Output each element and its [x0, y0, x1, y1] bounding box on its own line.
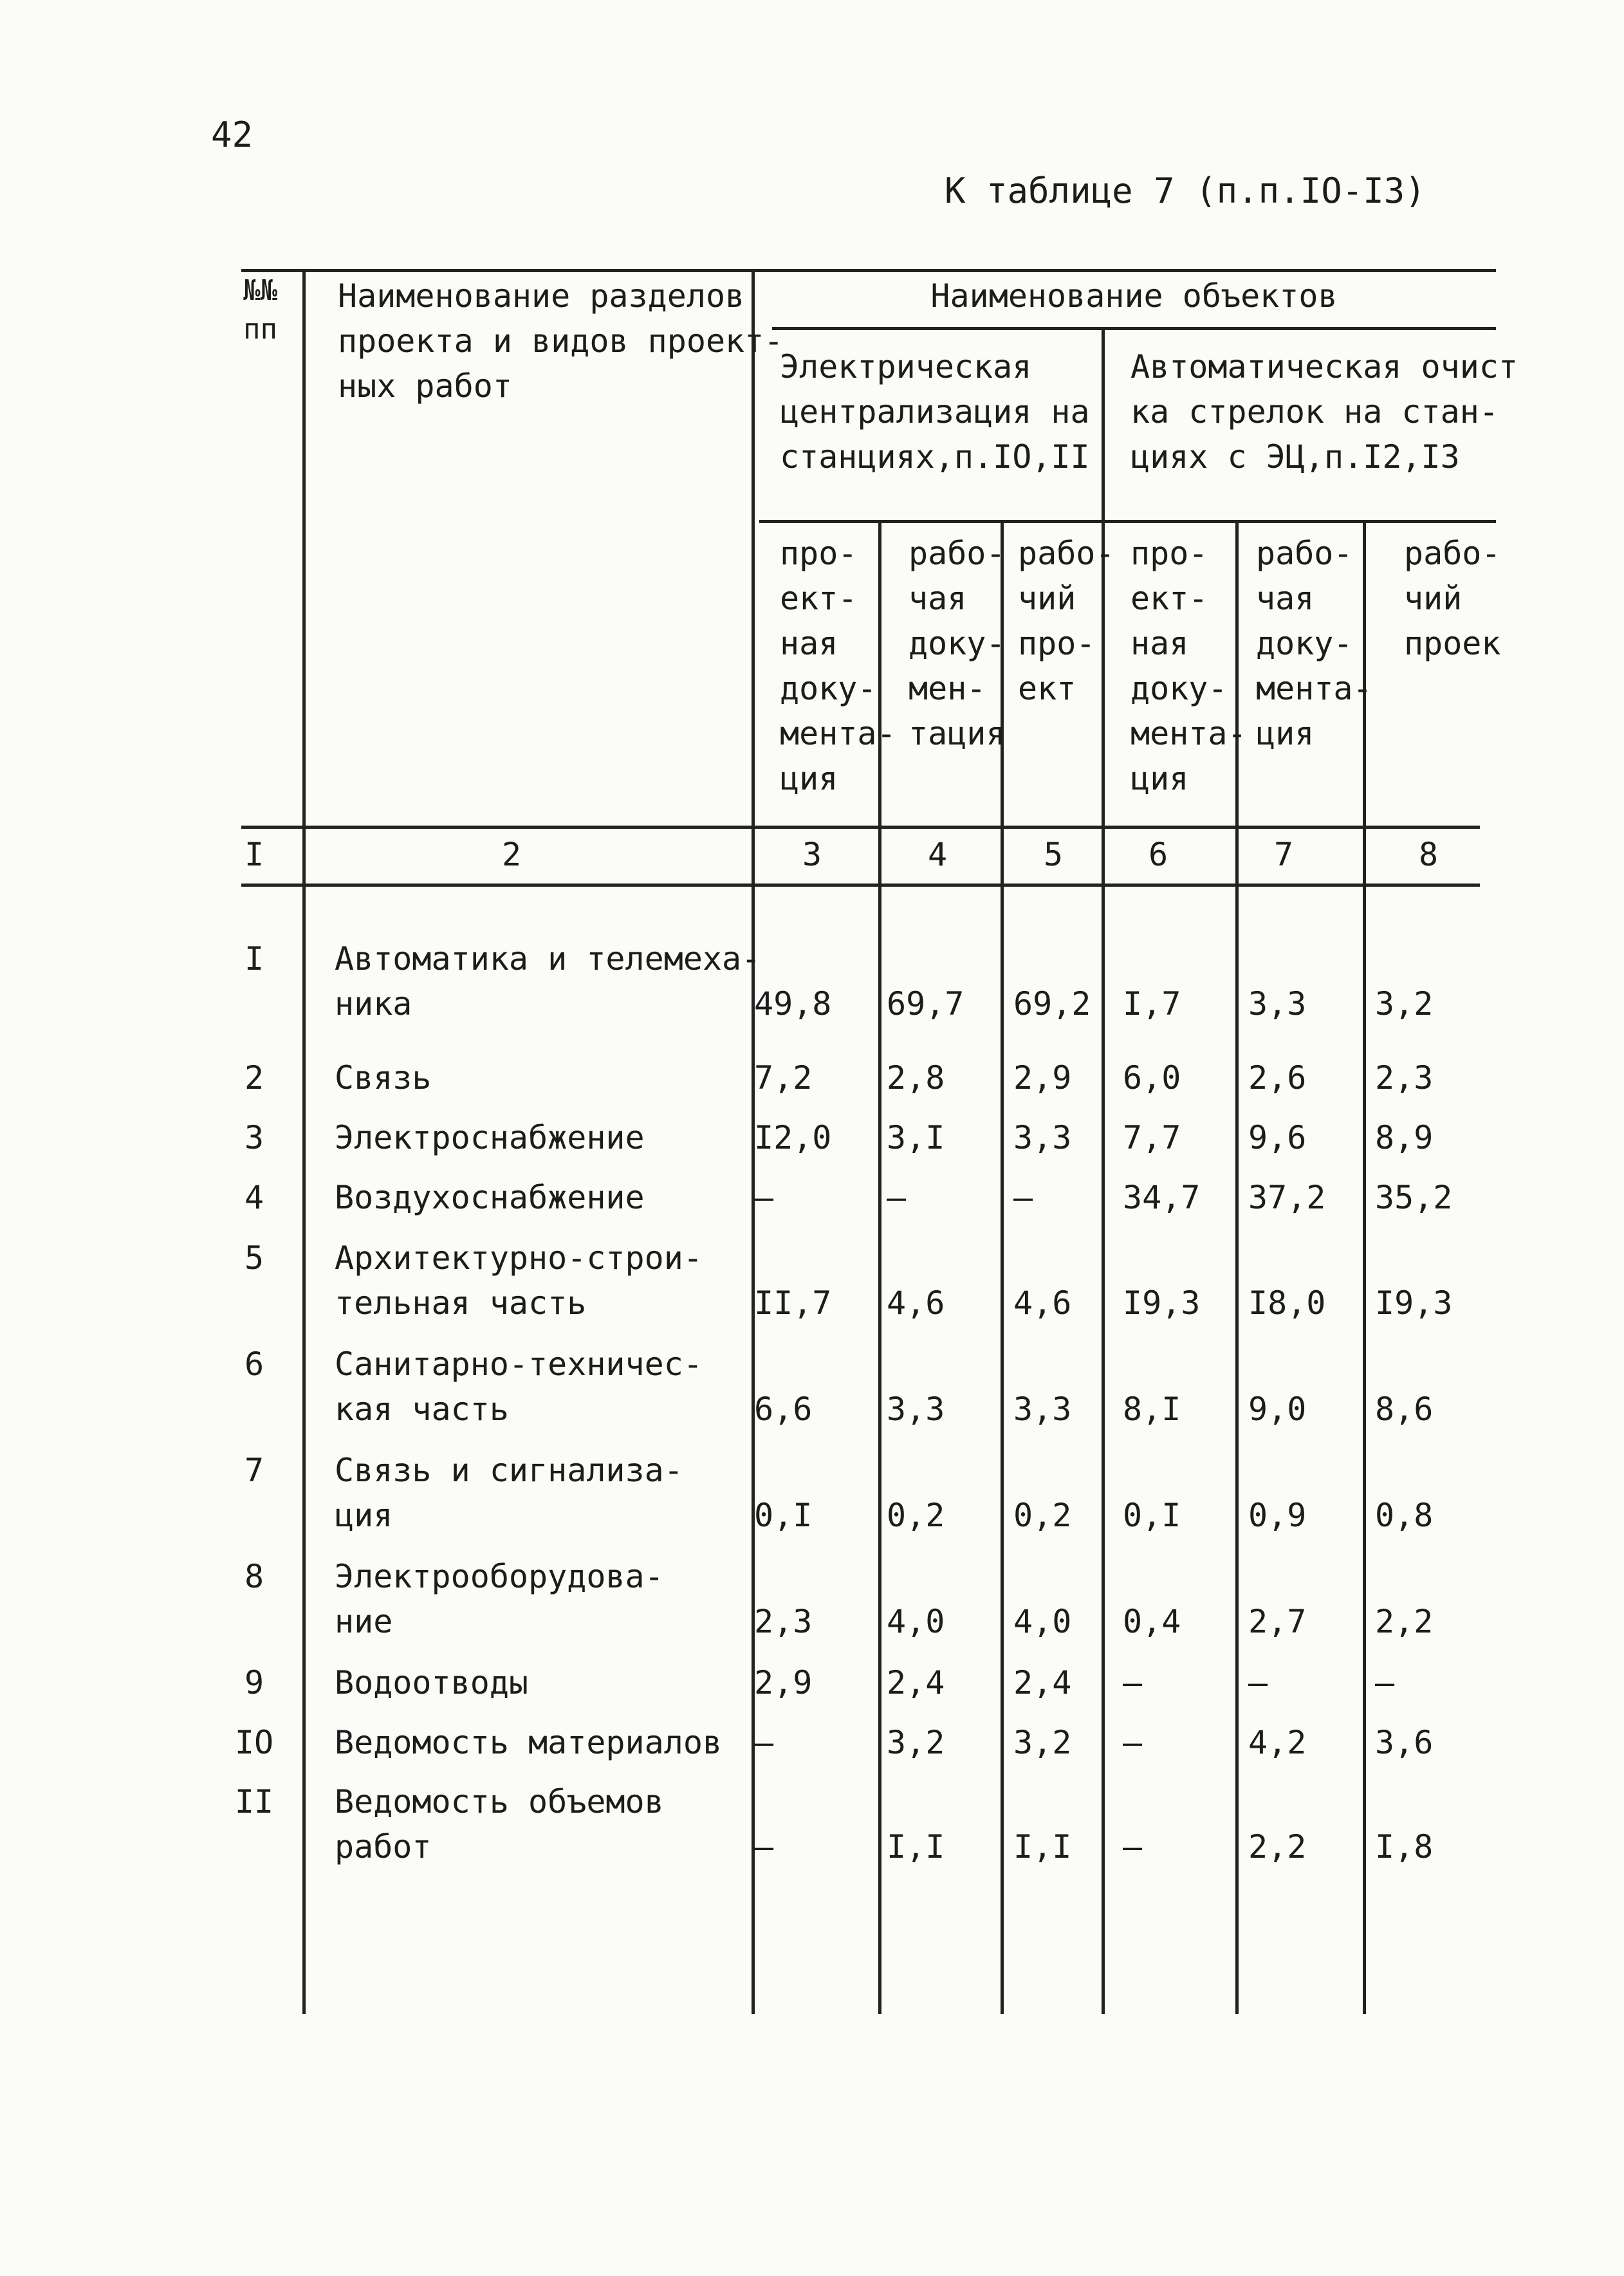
table-cell: 0,I [1123, 1497, 1181, 1534]
row-number: 4 [244, 1179, 264, 1216]
table-cell: 2,9 [754, 1664, 813, 1701]
table-cell: 3,2 [887, 1724, 945, 1761]
table-cell: – [754, 1724, 774, 1761]
table-cell: 2,3 [1375, 1059, 1434, 1096]
table-cell: 3,3 [1013, 1391, 1072, 1428]
column-number: 4 [927, 836, 948, 873]
table-cell: 6,6 [754, 1391, 813, 1428]
table-cell: – [1123, 1724, 1143, 1761]
row-section-name: Воздухоснабжение [335, 1179, 645, 1216]
table-cell: 2,6 [1248, 1059, 1307, 1096]
row-section-name: Санитарно-техничес- кая часть [335, 1346, 703, 1428]
row-number: 3 [244, 1119, 264, 1156]
row-number: 9 [244, 1664, 264, 1701]
header-sub-1: про- ект- ная доку- мента- ция [780, 535, 896, 797]
table-cell: – [754, 1828, 774, 1865]
rule-top [241, 269, 1496, 272]
page-number: 42 [211, 115, 254, 155]
table-cell: I,7 [1123, 985, 1181, 1022]
vrule-1 [302, 269, 306, 2014]
table-cell: 2,8 [887, 1059, 945, 1096]
table-cell: 6,0 [1123, 1059, 1181, 1096]
table-cell: 7,2 [754, 1059, 813, 1096]
table-cell: 37,2 [1248, 1179, 1326, 1216]
row-section-name: Автоматика и телемеха- ника [335, 940, 761, 1022]
rule-groups [759, 520, 1496, 523]
row-section-name: Электрооборудова- ние [335, 1558, 664, 1640]
table-cell: 9,6 [1248, 1119, 1307, 1156]
row-section-name: Ведомость объемов работ [335, 1783, 664, 1865]
table-cell: – [1123, 1664, 1143, 1701]
table-cell: 35,2 [1375, 1179, 1453, 1216]
row-section-name: Связь [335, 1059, 432, 1096]
row-number: IO [234, 1724, 274, 1761]
table-cell: – [754, 1179, 774, 1216]
rule-colnums-bottom [241, 884, 1480, 887]
table-cell: 8,9 [1375, 1119, 1434, 1156]
table-cell: 4,2 [1248, 1724, 1307, 1761]
row-number: 7 [244, 1452, 264, 1489]
header-group-electric: Электрическая централизация на станциях,п.IO,II [780, 348, 1090, 476]
row-number: 8 [244, 1558, 264, 1595]
table-cell: I,I [1013, 1828, 1072, 1865]
table-cell: 9,0 [1248, 1391, 1307, 1428]
row-section-name: Электроснабжение [335, 1119, 645, 1156]
table-cell: I8,0 [1248, 1284, 1326, 1322]
table-cell: 3,2 [1013, 1724, 1072, 1761]
table-cell: 8,6 [1375, 1391, 1434, 1428]
table-cell: 2,3 [754, 1603, 813, 1640]
table-cell: 34,7 [1123, 1179, 1201, 1216]
column-number: 6 [1148, 836, 1168, 873]
table-cell: 3,I [887, 1119, 945, 1156]
row-section-name: Ведомость материалов [335, 1724, 723, 1761]
table-cell: 0,9 [1248, 1497, 1307, 1534]
header-sub-3: рабо- чий про- ект [1018, 535, 1115, 707]
table-cell: – [1375, 1664, 1395, 1701]
row-section-name: Связь и сигнализа- ция [335, 1452, 683, 1534]
row-section-name: Архитектурно-строи- тельная часть [335, 1239, 703, 1322]
table-cell: 2,9 [1013, 1059, 1072, 1096]
table-cell: I,I [887, 1828, 945, 1865]
header-objects: Наименование объектов [930, 277, 1338, 315]
header-num-col: №№ пп [243, 274, 277, 346]
table-cell: 0,2 [887, 1497, 945, 1534]
table-cell: 3,3 [1013, 1119, 1072, 1156]
table-cell: II,7 [754, 1284, 832, 1322]
table-cell: 69,2 [1013, 985, 1091, 1022]
table-cell: – [1013, 1179, 1033, 1216]
header-sub-2: рабо- чая доку- мен- тация [909, 535, 1006, 752]
table-cell: 4,6 [887, 1284, 945, 1322]
table-cell: 3,2 [1375, 985, 1434, 1022]
row-number: 6 [244, 1346, 264, 1383]
table-cell: 2,2 [1375, 1603, 1434, 1640]
table-caption: К таблице 7 (п.п.IO-I3) [945, 171, 1426, 211]
column-number: 8 [1418, 836, 1439, 873]
row-number: 5 [244, 1239, 264, 1277]
header-sub-6: рабо- чий проек [1404, 535, 1501, 662]
row-number: I [244, 940, 264, 977]
rule-objects [772, 327, 1496, 330]
column-number: 2 [501, 836, 522, 873]
table-cell: – [1123, 1828, 1143, 1865]
row-number: II [234, 1783, 274, 1820]
row-section-name: Водоотводы [335, 1664, 529, 1701]
table-cell: 4,0 [887, 1603, 945, 1640]
column-number: 5 [1043, 836, 1064, 873]
table-cell: 3,6 [1375, 1724, 1434, 1761]
table-cell: I9,3 [1375, 1284, 1453, 1322]
table-cell: 4,0 [1013, 1603, 1072, 1640]
table-cell: 4,6 [1013, 1284, 1072, 1322]
column-number: I [244, 836, 264, 873]
column-number: 3 [802, 836, 822, 873]
row-number: 2 [244, 1059, 264, 1096]
table-cell: I9,3 [1123, 1284, 1201, 1322]
rule-colnums-top [241, 826, 1480, 829]
table-cell: 49,8 [754, 985, 832, 1022]
table-cell: 3,3 [1248, 985, 1307, 1022]
table-cell: 2,2 [1248, 1828, 1307, 1865]
table-cell: 2,4 [1013, 1664, 1072, 1701]
table-cell: 8,I [1123, 1391, 1181, 1428]
table-cell: I,8 [1375, 1828, 1434, 1865]
table-cell: 0,I [754, 1497, 813, 1534]
table-cell: 0,4 [1123, 1603, 1181, 1640]
header-sub-4: про- ект- ная доку- мента- ция [1130, 535, 1247, 797]
table-cell: 2,4 [887, 1664, 945, 1701]
table-cell: 0,2 [1013, 1497, 1072, 1534]
table-cell: – [887, 1179, 907, 1216]
header-group-cleaning: Автоматическая очист ка стрелок на стан- циях с ЭЦ,п.I2,I3 [1130, 348, 1518, 476]
header-sub-5: рабо- чая доку- мента- ция [1256, 535, 1372, 752]
header-section-col: Наименование разделов проекта и видов проект- ных работ [338, 277, 784, 405]
table-cell: 69,7 [887, 985, 964, 1022]
table-cell: 3,3 [887, 1391, 945, 1428]
table-cell: – [1248, 1664, 1268, 1701]
table-cell: I2,0 [754, 1119, 832, 1156]
table-cell: 0,8 [1375, 1497, 1434, 1534]
table-cell: 2,7 [1248, 1603, 1307, 1640]
column-number: 7 [1273, 836, 1294, 873]
table-cell: 7,7 [1123, 1119, 1181, 1156]
